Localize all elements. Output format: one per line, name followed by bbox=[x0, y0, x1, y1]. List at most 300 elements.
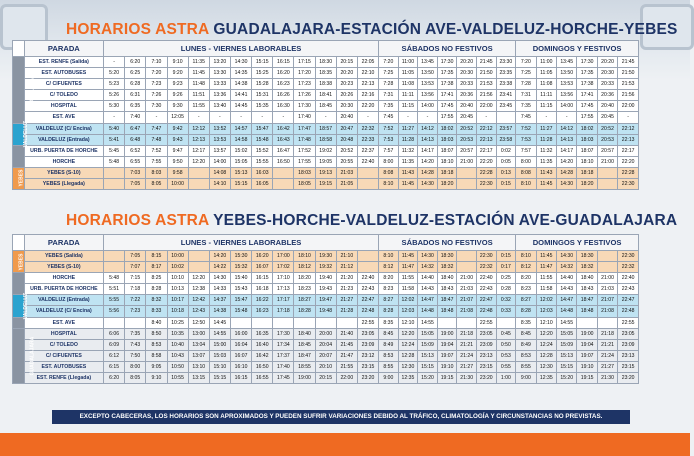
time-cell-sun: 22:00 bbox=[618, 101, 639, 112]
time-cell-wk bbox=[273, 179, 294, 190]
stop-name: YEBES (S-10) bbox=[24, 167, 103, 178]
time-cell-wk: 16:23 bbox=[252, 306, 273, 317]
time-cell-sun: 17:45 bbox=[577, 101, 597, 112]
time-cell-sun: 19:04 bbox=[577, 339, 597, 350]
time-cell-sat: 0:33 bbox=[496, 306, 516, 317]
time-cell-wk: 7:47 bbox=[146, 123, 167, 134]
time-cell-sun: 8:20 bbox=[516, 273, 536, 284]
time-cell-sat: 22:32 bbox=[476, 262, 496, 273]
time-cell-wk: 7:52 bbox=[146, 145, 167, 156]
timetable-row bbox=[13, 179, 639, 190]
header-row bbox=[13, 235, 639, 251]
time-cell-sat: 22:47 bbox=[476, 295, 496, 306]
time-cell-wk: 19:02 bbox=[315, 145, 336, 156]
time-cell-wk: 21:12 bbox=[336, 262, 357, 273]
time-cell-wk: 5:48 bbox=[104, 156, 125, 167]
time-cell-sat: 8:08 bbox=[379, 167, 399, 178]
time-cell-sun: 22:17 bbox=[618, 145, 639, 156]
time-cell-wk: 18:41 bbox=[315, 90, 336, 101]
time-cell-sun: 23:05 bbox=[618, 328, 639, 339]
time-cell-wk: 9:10 bbox=[167, 57, 188, 68]
time-cell-wk: 13:30 bbox=[209, 68, 230, 79]
time-cell-wk: 19:40 bbox=[315, 273, 336, 284]
time-cell-sat bbox=[457, 167, 477, 178]
time-cell-sun: 18:43 bbox=[577, 284, 597, 295]
stop-name: VALDELUZ (Entrada) bbox=[24, 295, 103, 306]
time-cell-sat: 19:07 bbox=[437, 350, 457, 361]
time-cell-sat: 0:32 bbox=[496, 295, 516, 306]
time-cell-wk: 15:30 bbox=[230, 251, 251, 262]
time-cell-wk: 23:09 bbox=[357, 339, 378, 350]
time-cell-wk: 7:03 bbox=[125, 167, 146, 178]
time-cell-wk: 14:08 bbox=[209, 167, 230, 178]
time-cell-sun: 8:53 bbox=[516, 350, 536, 361]
timetable-row bbox=[13, 90, 639, 101]
time-cell-sat: 23:41 bbox=[496, 90, 516, 101]
time-cell-sat: 21:03 bbox=[457, 284, 477, 295]
time-cell-sat bbox=[496, 317, 516, 328]
time-cell-wk: 8:05 bbox=[125, 373, 146, 384]
time-cell-sat: 11:47 bbox=[398, 262, 418, 273]
time-cell-sun: 23:20 bbox=[618, 373, 639, 384]
time-cell-wk: 9:50 bbox=[167, 156, 188, 167]
time-cell-sat: 8:10 bbox=[379, 251, 399, 262]
time-cell-wk: 17:02 bbox=[273, 262, 294, 273]
stop-name: EST. AUTOBUSES bbox=[24, 68, 103, 79]
time-cell-sat: 21:21 bbox=[457, 339, 477, 350]
time-cell-sun: 21:45 bbox=[618, 57, 639, 68]
timetable-return bbox=[12, 234, 639, 384]
time-cell-wk: 12:20 bbox=[188, 156, 209, 167]
time-cell-wk: 22:47 bbox=[357, 295, 378, 306]
time-cell-sun: - bbox=[557, 112, 577, 123]
time-cell-sat: 18:30 bbox=[437, 251, 457, 262]
time-cell-sun: 14:13 bbox=[557, 134, 577, 145]
time-cell-wk: 16:18 bbox=[252, 284, 273, 295]
time-cell-sun: 7:52 bbox=[516, 123, 536, 134]
time-cell-wk: 15:03 bbox=[209, 350, 230, 361]
time-cell-sun: 11:32 bbox=[536, 145, 556, 156]
time-cell-wk: 5:51 bbox=[104, 284, 125, 295]
time-cell-sun: 7:53 bbox=[516, 134, 536, 145]
time-cell-sun: 7:20 bbox=[516, 57, 536, 68]
time-cell-sun: 22:30 bbox=[618, 179, 639, 190]
time-cell-sat: 21:08 bbox=[457, 306, 477, 317]
time-cell-wk: 16:15 bbox=[252, 273, 273, 284]
time-cell-wk: 16:07 bbox=[230, 350, 251, 361]
time-cell-wk: 8:50 bbox=[146, 328, 167, 339]
time-cell-sun bbox=[597, 167, 617, 178]
time-cell-sun: 21:00 bbox=[597, 156, 617, 167]
timetable-row bbox=[13, 306, 639, 317]
timetable-row bbox=[13, 112, 639, 123]
time-cell-wk: 14:41 bbox=[230, 90, 251, 101]
time-cell-sat: 22:48 bbox=[476, 306, 496, 317]
time-cell-wk: 6:12 bbox=[104, 350, 125, 361]
time-cell-wk bbox=[252, 317, 273, 328]
time-cell-wk: 6:28 bbox=[125, 79, 146, 90]
stop-name: HOSPITAL bbox=[24, 101, 103, 112]
header-blank-cell bbox=[13, 235, 25, 251]
time-cell-wk: 22:33 bbox=[357, 134, 378, 145]
time-cell-wk: 9:43 bbox=[167, 134, 188, 145]
time-cell-sun: 8:35 bbox=[516, 317, 536, 328]
time-cell-sat: 14:12 bbox=[418, 123, 438, 134]
time-cell-sat: 13:50 bbox=[418, 68, 438, 79]
stop-name: C/ CIFUENTES bbox=[24, 79, 103, 90]
time-cell-sun: 21:53 bbox=[618, 79, 639, 90]
time-cell-wk: 21:55 bbox=[336, 361, 357, 372]
time-cell-wk: 15:43 bbox=[230, 284, 251, 295]
time-cell-sun: 11:55 bbox=[536, 273, 556, 284]
time-cell-sat: 8:28 bbox=[379, 306, 399, 317]
time-cell-sat bbox=[457, 262, 477, 273]
disclaimer-footer: EXCEPTO CABECERAS, LOS HORARIOS SON APROXIMADOS Y PUEDEN SUFRIR VARIACIONES DEBIDO AL TRÁFICO, CLIMATOLOGÍA Y CIRCUNSTANCIAS NO PREVISTAS. bbox=[52, 410, 630, 424]
time-cell-wk: 17:55 bbox=[294, 156, 315, 167]
time-cell-wk bbox=[273, 167, 294, 178]
time-cell-wk: 21:10 bbox=[336, 251, 357, 262]
time-cell-wk: 20:10 bbox=[315, 361, 336, 372]
time-cell-wk: - bbox=[146, 112, 167, 123]
time-cell-sun: 20:30 bbox=[597, 68, 617, 79]
time-cell-wk bbox=[230, 317, 251, 328]
time-cell-sat: 7:31 bbox=[379, 90, 399, 101]
time-cell-wk: 20:20 bbox=[336, 68, 357, 79]
time-cell-wk: 12:17 bbox=[188, 145, 209, 156]
time-cell-wk: 7:40 bbox=[125, 112, 146, 123]
time-cell-sun: 15:09 bbox=[557, 339, 577, 350]
time-cell-wk: 20:52 bbox=[336, 145, 357, 156]
timetable-row bbox=[13, 167, 639, 178]
time-cell-wk: 13:04 bbox=[188, 339, 209, 350]
time-cell-wk: 18:23 bbox=[294, 284, 315, 295]
time-cell-sun: 20:57 bbox=[597, 145, 617, 156]
time-cell-wk: 14:00 bbox=[209, 156, 230, 167]
time-cell-wk: 22:40 bbox=[357, 273, 378, 284]
time-cell-sun: 12:10 bbox=[536, 317, 556, 328]
time-cell-sat: 20:57 bbox=[457, 145, 477, 156]
time-cell-wk: - bbox=[230, 112, 251, 123]
time-cell-wk: 17:17 bbox=[273, 295, 294, 306]
time-cell-sat: 22:30 bbox=[476, 251, 496, 262]
time-cell-sun: 11:28 bbox=[536, 134, 556, 145]
time-cell-wk: 15:02 bbox=[230, 145, 251, 156]
zone-label bbox=[13, 251, 25, 273]
time-cell-wk: 23:20 bbox=[357, 373, 378, 384]
timetable-row bbox=[13, 328, 639, 339]
time-cell-sun: 11:58 bbox=[536, 284, 556, 295]
time-cell-sat: 22:00 bbox=[476, 101, 496, 112]
time-cell-sat: 22:28 bbox=[476, 167, 496, 178]
time-cell-sat: 11:43 bbox=[398, 167, 418, 178]
time-cell-sun: 14:00 bbox=[557, 101, 577, 112]
time-cell-sun: 11:00 bbox=[536, 57, 556, 68]
time-cell-sat: 11:45 bbox=[398, 251, 418, 262]
time-cell-sat bbox=[496, 112, 516, 123]
time-cell-sat: 22:12 bbox=[476, 123, 496, 134]
time-cell-wk: 7:26 bbox=[146, 90, 167, 101]
time-cell-wk: 14:38 bbox=[230, 79, 251, 90]
time-cell-wk: 7:55 bbox=[146, 156, 167, 167]
time-cell-wk bbox=[188, 179, 209, 190]
time-cell-sat bbox=[457, 317, 477, 328]
time-cell-sun: 22:13 bbox=[618, 134, 639, 145]
time-cell-sat: 8:27 bbox=[379, 295, 399, 306]
header-stop: PARADA bbox=[24, 235, 103, 251]
time-cell-sat: 13:45 bbox=[418, 57, 438, 68]
time-cell-wk: 11:51 bbox=[188, 90, 209, 101]
time-cell-sat: 18:48 bbox=[437, 306, 457, 317]
timetable-row bbox=[13, 350, 639, 361]
time-cell-sun: 20:53 bbox=[597, 134, 617, 145]
time-cell-wk: 14:10 bbox=[209, 179, 230, 190]
time-cell-sat: - bbox=[418, 112, 438, 123]
time-cell-sun bbox=[597, 179, 617, 190]
time-cell-wk: 12:43 bbox=[188, 306, 209, 317]
time-cell-wk: 19:48 bbox=[315, 306, 336, 317]
time-cell-wk: 12:13 bbox=[188, 134, 209, 145]
stop-name: HORCHE bbox=[24, 273, 103, 284]
time-cell-wk: - bbox=[357, 112, 378, 123]
time-cell-wk: 12:05 bbox=[167, 112, 188, 123]
time-cell-wk: 7:18 bbox=[125, 284, 146, 295]
time-cell-wk: 15:25 bbox=[252, 68, 273, 79]
time-cell-wk bbox=[104, 251, 125, 262]
time-cell-sat: 0:50 bbox=[496, 339, 516, 350]
time-cell-sun: 22:12 bbox=[618, 123, 639, 134]
time-cell-wk: 19:13 bbox=[315, 167, 336, 178]
time-cell-sat: 8:49 bbox=[379, 339, 399, 350]
time-cell-wk: 17:52 bbox=[294, 145, 315, 156]
time-cell-wk: 17:18 bbox=[273, 306, 294, 317]
time-cell-wk: 5:41 bbox=[104, 134, 125, 145]
time-cell-wk: 5:30 bbox=[104, 101, 125, 112]
zone-label-text: YEBES bbox=[18, 253, 25, 271]
time-cell-sat: 17:55 bbox=[437, 112, 457, 123]
time-cell-wk: 13:57 bbox=[209, 145, 230, 156]
time-cell-wk: 20:55 bbox=[336, 156, 357, 167]
time-cell-wk: 16:55 bbox=[252, 373, 273, 384]
time-cell-sun: 17:38 bbox=[577, 79, 597, 90]
time-cell-wk: 15:05 bbox=[230, 156, 251, 167]
time-cell-sun: 18:10 bbox=[577, 156, 597, 167]
time-cell-sat: 17:35 bbox=[437, 68, 457, 79]
time-cell-wk: 18:58 bbox=[315, 134, 336, 145]
time-cell-wk: 17:13 bbox=[273, 284, 294, 295]
time-cell-wk: 16:42 bbox=[252, 350, 273, 361]
time-cell-sat: 7:28 bbox=[379, 79, 399, 90]
time-cell-wk: 15:32 bbox=[230, 262, 251, 273]
time-cell-sat: 21:56 bbox=[476, 90, 496, 101]
time-cell-wk: 18:38 bbox=[315, 79, 336, 90]
time-cell-sun: 14:32 bbox=[557, 262, 577, 273]
time-cell-wk: 8:28 bbox=[146, 284, 167, 295]
time-cell-sun: 13:50 bbox=[557, 68, 577, 79]
stop-name: C/ CIFUENTES bbox=[24, 350, 103, 361]
time-cell-sat: 14:13 bbox=[418, 134, 438, 145]
time-cell-sat: 12:24 bbox=[398, 339, 418, 350]
time-cell-wk: 9:23 bbox=[167, 79, 188, 90]
time-cell-sat bbox=[437, 317, 457, 328]
time-cell-sun: 13:53 bbox=[557, 79, 577, 90]
time-cell-sat: 8:00 bbox=[379, 156, 399, 167]
time-cell-wk: 22:16 bbox=[357, 90, 378, 101]
time-cell-sun: 21:30 bbox=[597, 373, 617, 384]
time-cell-sat: 15:09 bbox=[418, 339, 438, 350]
time-cell-sun: 22:20 bbox=[618, 156, 639, 167]
time-cell-sun: 11:45 bbox=[536, 251, 556, 262]
time-cell-sat: 7:52 bbox=[379, 123, 399, 134]
time-cell-sun: 21:18 bbox=[597, 328, 617, 339]
time-cell-wk: 21:27 bbox=[336, 295, 357, 306]
time-cell-sun: 12:24 bbox=[536, 339, 556, 350]
time-cell-sun: 8:10 bbox=[516, 251, 536, 262]
time-cell-sun: 18:30 bbox=[577, 251, 597, 262]
time-cell-wk: 7:22 bbox=[125, 295, 146, 306]
timetable-row bbox=[13, 57, 639, 68]
time-cell-wk: 15:52 bbox=[252, 145, 273, 156]
time-cell-wk: 6:52 bbox=[125, 145, 146, 156]
title-outbound bbox=[66, 21, 678, 39]
time-cell-wk: 20:26 bbox=[336, 90, 357, 101]
time-cell-wk: 18:35 bbox=[315, 68, 336, 79]
time-cell-wk bbox=[273, 317, 294, 328]
time-cell-sat: 15:05 bbox=[418, 328, 438, 339]
time-cell-wk: 15:47 bbox=[230, 295, 251, 306]
time-cell-wk: 14:45 bbox=[230, 101, 251, 112]
time-cell-sat: 20:20 bbox=[457, 57, 477, 68]
time-cell-sun: 18:20 bbox=[577, 179, 597, 190]
time-cell-wk: 9:10 bbox=[146, 373, 167, 384]
time-cell-wk: 8:32 bbox=[146, 295, 167, 306]
time-cell-sat: - bbox=[476, 112, 496, 123]
time-cell-sun: 22:55 bbox=[618, 317, 639, 328]
time-cell-wk: 5:56 bbox=[104, 306, 125, 317]
time-cell-wk: 11:48 bbox=[188, 79, 209, 90]
time-cell-wk: 6:20 bbox=[104, 373, 125, 384]
time-cell-sat: 0:05 bbox=[496, 156, 516, 167]
time-cell-sun: 20:45 bbox=[597, 112, 617, 123]
time-cell-sun: 9:00 bbox=[516, 373, 536, 384]
time-cell-sun: 14:20 bbox=[557, 156, 577, 167]
time-cell-sun: 18:48 bbox=[577, 306, 597, 317]
time-cell-sat: 18:47 bbox=[437, 295, 457, 306]
time-cell-sat: 19:15 bbox=[437, 373, 457, 384]
time-cell-wk: 22:32 bbox=[357, 123, 378, 134]
time-cell-wk: 5:20 bbox=[104, 68, 125, 79]
time-cell-wk: 14:35 bbox=[230, 68, 251, 79]
time-cell-wk: 11:35 bbox=[188, 57, 209, 68]
timetable-row bbox=[13, 156, 639, 167]
time-cell-sun: 17:55 bbox=[577, 112, 597, 123]
time-cell-wk: 16:23 bbox=[273, 79, 294, 90]
time-cell-wk: 6:55 bbox=[125, 156, 146, 167]
stop-name: VALDELUZ (C/ Encina) bbox=[24, 306, 103, 317]
time-cell-wk: 6:47 bbox=[125, 123, 146, 134]
time-cell-wk: 10:55 bbox=[167, 373, 188, 384]
time-cell-wk: 17:00 bbox=[273, 251, 294, 262]
time-cell-wk: 10:40 bbox=[167, 339, 188, 350]
time-cell-sun: 22:30 bbox=[618, 251, 639, 262]
time-cell-wk: 6:06 bbox=[104, 328, 125, 339]
time-cell-wk: 8:15 bbox=[146, 251, 167, 262]
time-cell-sat: 20:40 bbox=[457, 101, 477, 112]
time-cell-wk: 17:47 bbox=[294, 123, 315, 134]
time-cell-wk: 8:03 bbox=[146, 167, 167, 178]
timetable-row bbox=[13, 79, 639, 90]
time-cell-wk: 18:20 bbox=[294, 273, 315, 284]
time-cell-sat: 14:48 bbox=[418, 306, 438, 317]
time-cell-wk: 13:33 bbox=[209, 79, 230, 90]
time-cell-sat: 15:20 bbox=[418, 373, 438, 384]
time-cell-wk: 15:31 bbox=[252, 90, 273, 101]
time-cell-sun: 12:30 bbox=[536, 361, 556, 372]
time-cell-sun: 12:02 bbox=[536, 295, 556, 306]
bottom-accent-bar bbox=[0, 433, 690, 456]
time-cell-sat: 1:00 bbox=[496, 373, 516, 384]
time-cell-sun: 17:35 bbox=[577, 68, 597, 79]
time-cell-sat: 20:53 bbox=[457, 134, 477, 145]
time-cell-sun bbox=[597, 317, 617, 328]
stop-name: HOSPITAL bbox=[24, 328, 103, 339]
time-cell-wk: 9:30 bbox=[167, 101, 188, 112]
time-cell-wk: 8:53 bbox=[146, 339, 167, 350]
time-cell-wk: 8:40 bbox=[146, 317, 167, 328]
zone-label bbox=[13, 57, 36, 124]
time-cell-sun: 18:32 bbox=[577, 262, 597, 273]
stop-name: EST. RENFE (Salida) bbox=[24, 57, 103, 68]
time-cell-sat: 18:40 bbox=[437, 273, 457, 284]
time-cell-wk bbox=[104, 317, 125, 328]
time-cell-wk: 16:15 bbox=[230, 373, 251, 384]
time-cell-sun: 12:03 bbox=[536, 306, 556, 317]
time-cell-sat: 22:43 bbox=[476, 284, 496, 295]
time-cell-sun: 14:47 bbox=[557, 295, 577, 306]
time-cell-wk: 18:27 bbox=[294, 295, 315, 306]
timetable-row bbox=[13, 262, 639, 273]
time-cell-wk: 12:50 bbox=[188, 317, 209, 328]
time-cell-sat: 0:55 bbox=[496, 361, 516, 372]
time-cell-wk: 19:32 bbox=[315, 262, 336, 273]
time-cell-sat: 20:52 bbox=[457, 123, 477, 134]
header-row bbox=[13, 41, 639, 57]
time-cell-sat: 15:15 bbox=[418, 361, 438, 372]
time-cell-wk: 17:48 bbox=[294, 134, 315, 145]
time-cell-sun: 7:35 bbox=[516, 101, 536, 112]
time-cell-wk: 13:36 bbox=[209, 90, 230, 101]
time-cell-sun: 23:13 bbox=[618, 350, 639, 361]
time-cell-sat: 7:20 bbox=[379, 57, 399, 68]
time-cell-wk: 13:40 bbox=[209, 101, 230, 112]
time-cell-sat: 14:32 bbox=[418, 262, 438, 273]
time-cell-sun: 11:45 bbox=[536, 179, 556, 190]
time-cell-wk: 14:30 bbox=[230, 57, 251, 68]
time-cell-sun: 11:43 bbox=[536, 167, 556, 178]
time-cell-wk: 16:07 bbox=[252, 262, 273, 273]
time-cell-wk: 22:43 bbox=[357, 284, 378, 295]
time-cell-sun: 18:02 bbox=[577, 123, 597, 134]
time-cell-wk: 14:20 bbox=[209, 251, 230, 262]
time-cell-sun: 15:05 bbox=[557, 328, 577, 339]
time-cell-sat: 18:03 bbox=[437, 134, 457, 145]
time-cell-sun: 20:40 bbox=[597, 101, 617, 112]
timetable-row bbox=[13, 251, 639, 262]
time-cell-sat: 18:20 bbox=[437, 179, 457, 190]
time-cell-wk: 13:52 bbox=[209, 123, 230, 134]
time-cell-wk: 21:05 bbox=[336, 179, 357, 190]
time-cell-wk: 8:25 bbox=[146, 273, 167, 284]
timetable-row bbox=[13, 284, 639, 295]
